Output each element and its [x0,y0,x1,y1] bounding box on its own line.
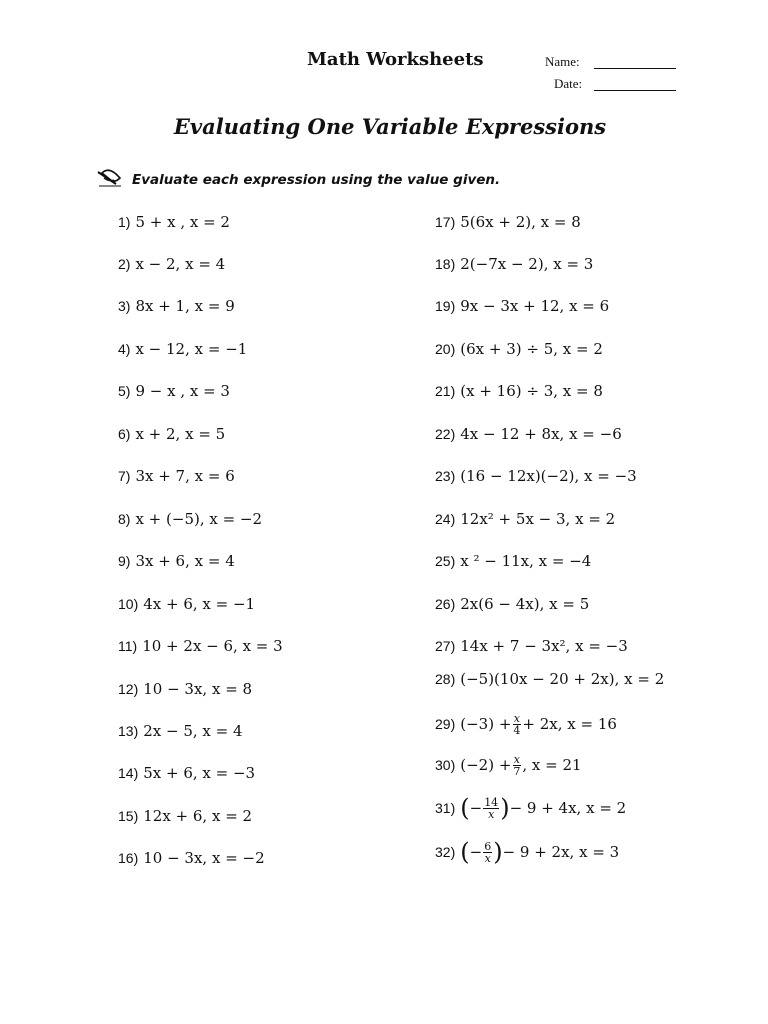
problem-number: 10) [118,596,139,612]
fraction [512,713,521,736]
problem-14 [118,760,255,786]
problem-expression: x + (−5), x = −2 [135,510,263,528]
problem-expression: (6x + 3) ÷ 5, x = 2 [460,340,603,358]
problem-expression: 4x − 12 + 8x, x = −6 [460,425,622,443]
problem-number: 2) [118,256,131,272]
problem-expression: 10 − 3x, x = −2 [143,849,265,867]
problem-number: 25) [435,553,456,569]
problem-number: 26) [435,596,456,612]
problem-number: 5) [118,383,131,399]
problem-expression: 8x + 1, x = 9 [135,297,235,315]
problem-number: 14) [118,765,139,781]
name-field-line[interactable] [594,68,676,69]
problem-20 [435,336,603,362]
problem-number: 16) [118,850,139,866]
expr-suffix: − 9 + 4x, x = 2 [509,799,627,817]
problem-17 [435,209,581,235]
problem-28 [435,666,664,692]
problem-expression: x − 12, x = −1 [135,340,248,358]
problem-number: 29) [435,716,456,732]
problem-number: 32) [435,844,456,860]
fraction-denominator: x [488,807,495,821]
problem-number: 4) [118,341,131,357]
problem-number: 22) [435,426,456,442]
problem-15 [118,803,252,829]
problem-expression: 10 + 2x − 6, x = 3 [142,637,283,655]
problem-expression [460,840,619,864]
problem-23 [435,463,637,489]
problem-expression: x + 2, x = 5 [135,425,226,443]
problem-number: 30) [435,757,456,773]
date-label: Date: [554,76,583,91]
date-field-line[interactable] [594,90,676,91]
right-paren: ) [500,794,510,822]
problem-18 [435,251,593,277]
instructions [96,168,500,192]
problem-number: 11) [118,638,138,654]
problem-expression: (x + 16) ÷ 3, x = 8 [460,382,603,400]
problem-number: 15) [118,808,139,824]
expr-suffix: − 9 + 2x, x = 3 [502,843,620,861]
problem-expression: x − 2, x = 4 [135,255,226,273]
problem-21 [435,378,603,404]
problem-expression: 14x + 7 − 3x², x = −3 [460,637,628,655]
problem-30 [435,752,582,778]
problem-expression: 12x² + 5x − 3, x = 2 [460,510,616,528]
problem-number: 12) [118,681,139,697]
problem-19 [435,293,609,319]
problem-27 [435,633,628,659]
problem-1 [118,209,230,235]
problem-7 [118,463,235,489]
fraction-denominator: 4 [513,723,521,737]
problem-expression: 5 + x , x = 2 [135,213,230,231]
problem-expression: 2(−7x − 2), x = 3 [460,255,594,273]
problem-expression: 9 − x , x = 3 [135,382,230,400]
problem-expression: (16 − 12x)(−2), x = −3 [460,467,637,485]
problem-number: 23) [435,468,456,484]
expr-prefix: − [469,799,483,817]
problem-number: 20) [435,341,456,357]
problem-expression [460,713,617,736]
problem-expression: 2x − 5, x = 4 [143,722,243,740]
problem-expression [460,796,626,820]
problem-number: 1) [118,214,131,230]
instructions-text: Evaluate each expression using the value given. [132,172,501,188]
fraction [483,797,499,820]
expr-prefix: − [469,843,483,861]
problem-6 [118,421,225,447]
fraction [483,841,492,864]
problem-10 [118,591,255,617]
fraction-denominator: x [484,851,491,865]
problem-number: 24) [435,511,456,527]
problem-9 [118,548,235,574]
problem-12 [118,676,252,702]
problem-number: 21) [435,383,456,399]
problem-expression: 4x + 6, x = −1 [143,595,256,613]
right-paren: ) [493,838,503,866]
expr-prefix: (−3) + [460,715,512,733]
problem-number: 27) [435,638,456,654]
problem-24 [435,506,615,532]
problem-number: 19) [435,298,456,314]
problem-expression [460,754,581,777]
problem-expression: 5x + 6, x = −3 [143,764,256,782]
problem-2 [118,251,225,277]
problem-22 [435,421,622,447]
expr-suffix: , x = 21 [522,756,582,774]
problem-expression: 2x(6 − 4x), x = 5 [460,595,590,613]
problem-expression: 10 − 3x, x = 8 [143,680,253,698]
problem-expression: 12x + 6, x = 2 [143,807,253,825]
problem-expression: 5(6x + 2), x = 8 [460,213,581,231]
problem-5 [118,378,230,404]
fraction-numerator: x [513,711,520,725]
fraction [512,754,521,777]
fraction-numerator: 6 [484,839,492,853]
problem-number: 31) [435,800,456,816]
problem-number: 18) [435,256,456,272]
problem-expression: 3x + 7, x = 6 [135,467,235,485]
problem-number: 9) [118,553,131,569]
name-label: Name: [545,54,580,69]
problem-13 [118,718,243,744]
problem-number: 7) [118,468,131,484]
problem-11 [118,633,283,659]
expr-prefix: (−2) + [460,756,512,774]
fraction-numerator: x [513,752,520,766]
problem-16 [118,845,265,871]
problem-number: 6) [118,426,131,442]
problem-26 [435,591,589,617]
problem-expression: 9x − 3x + 12, x = 6 [460,297,610,315]
problem-3 [118,293,235,319]
problem-number: 17) [435,214,456,230]
expr-suffix: + 2x, x = 16 [522,715,617,733]
problem-32 [435,839,619,865]
problem-number: 8) [118,511,131,527]
fraction-numerator: 14 [484,795,499,809]
problem-25 [435,548,591,574]
worksheet-header-title: Math Worksheets [307,49,484,70]
problem-29 [435,711,617,737]
problem-number: 3) [118,298,131,314]
problem-expression: 3x + 6, x = 4 [135,552,235,570]
left-paren: ( [460,794,470,822]
problem-4 [118,336,247,362]
problem-number: 13) [118,723,139,739]
problem-number: 28) [435,671,456,687]
problem-expression: (−5)(10x − 20 + 2x), x = 2 [460,670,665,688]
problem-31 [435,795,626,821]
pencil-icon [96,168,124,192]
problem-8 [118,506,262,532]
problem-expression: x ² − 11x, x = −4 [460,552,592,570]
fraction-denominator: 7 [513,764,521,778]
page-title: Evaluating One Variable Expressions [173,114,607,139]
left-paren: ( [460,838,470,866]
